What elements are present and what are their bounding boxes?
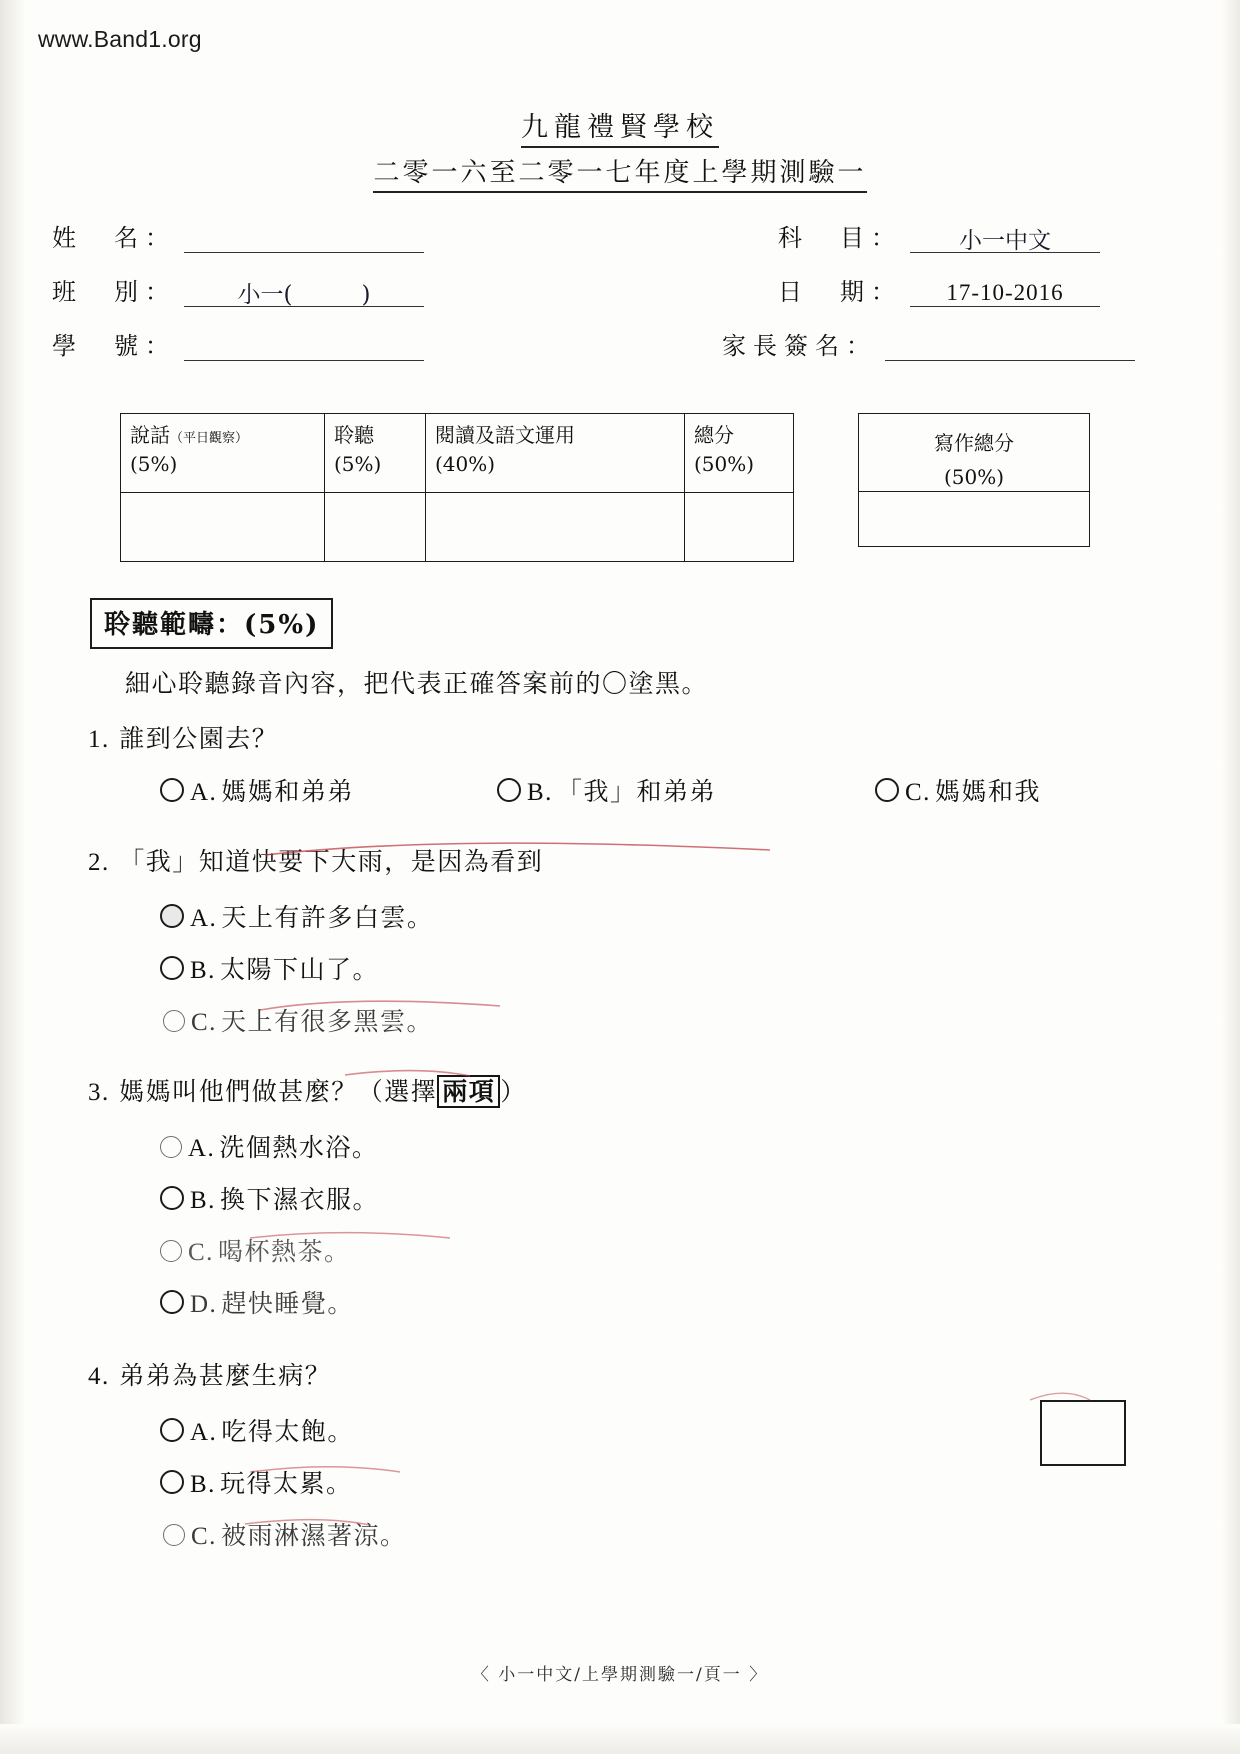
- question-2-option-c[interactable]: [163, 1002, 433, 1038]
- question-2-text: 「我」知道快要下大雨，是因為看到: [119, 847, 544, 876]
- score-table: [120, 413, 794, 562]
- subject-input[interactable]: 小一中文: [910, 225, 1100, 253]
- question-3-text-post: ）: [500, 1077, 527, 1106]
- question-1-option-a[interactable]: [160, 772, 354, 808]
- question-4-option-a-text: 吃得太飽。: [221, 1417, 354, 1446]
- date-input[interactable]: 17-10-2016: [910, 279, 1100, 307]
- scan-edge-right: [1222, 0, 1240, 1754]
- parent-signature-input[interactable]: [885, 333, 1135, 361]
- marker-score-box[interactable]: [1040, 1400, 1126, 1466]
- scan-edge-left: [0, 0, 26, 1754]
- question-4: [88, 1357, 331, 1396]
- radio-circle-icon[interactable]: [160, 1418, 184, 1442]
- question-4-option-a-letter: A.: [190, 1419, 218, 1446]
- student-no-input[interactable]: [184, 333, 424, 361]
- score-col-total: [685, 414, 794, 493]
- score-col-reading-title: 閱讀及語文運用: [435, 423, 575, 447]
- field-name: [52, 218, 424, 253]
- section-header-listening: 聆聽範疇：(5%): [90, 598, 333, 649]
- field-class: [52, 272, 424, 307]
- field-date: [778, 272, 1100, 307]
- question-1-option-a-text: 媽媽和弟弟: [221, 777, 354, 806]
- score-col-listening: [325, 414, 426, 493]
- question-4-option-c-letter: C.: [191, 1523, 217, 1550]
- radio-circle-icon[interactable]: [160, 904, 184, 928]
- radio-circle-icon[interactable]: [163, 1010, 185, 1032]
- question-4-text: 弟弟為甚麼生病？: [119, 1361, 332, 1390]
- subject-label: 科 目：: [778, 224, 902, 252]
- school-name: [0, 105, 1240, 144]
- question-2-option-b-letter: B.: [190, 957, 216, 984]
- question-4-option-b[interactable]: [160, 1464, 352, 1500]
- question-1-number: 1.: [88, 726, 110, 753]
- radio-circle-icon[interactable]: [163, 1524, 185, 1546]
- question-4-option-b-letter: B.: [190, 1471, 216, 1498]
- question-3-option-a-letter: A.: [188, 1135, 216, 1162]
- score-value-total[interactable]: [685, 493, 794, 562]
- class-input[interactable]: 小一( ): [184, 279, 424, 307]
- question-4-option-a[interactable]: [160, 1412, 354, 1448]
- radio-circle-icon[interactable]: [160, 1186, 184, 1210]
- question-3-text-pre: 媽媽叫他們做甚麼？（選擇: [119, 1077, 438, 1106]
- question-3-number: 3.: [88, 1079, 110, 1106]
- question-2-option-a-text: 天上有許多白雲。: [221, 903, 434, 932]
- exam-title: [0, 152, 1240, 189]
- question-1: [88, 720, 278, 759]
- question-2-option-b[interactable]: [160, 950, 379, 986]
- score-col-listening-weight: (5%): [334, 452, 382, 476]
- name-input[interactable]: [184, 225, 424, 253]
- radio-circle-icon[interactable]: [160, 1240, 182, 1262]
- question-3-option-c-letter: C.: [188, 1239, 214, 1266]
- radio-circle-icon[interactable]: [875, 778, 899, 802]
- parent-signature-label: 家長簽名：: [722, 332, 877, 360]
- question-2-option-c-text: 天上有很多黑雲。: [220, 1007, 433, 1036]
- question-3-option-d[interactable]: [160, 1284, 354, 1320]
- date-label: 日 期：: [778, 278, 902, 306]
- radio-circle-icon[interactable]: [160, 1470, 184, 1494]
- radio-circle-icon[interactable]: [160, 778, 184, 802]
- question-3-option-c-text: 喝杯熱茶。: [217, 1237, 351, 1266]
- score-col-total-title: 總分: [694, 423, 734, 447]
- question-4-option-c-text: 被雨淋濕著涼。: [220, 1521, 407, 1550]
- score-col-speaking: [121, 414, 325, 493]
- question-4-number: 4.: [88, 1363, 110, 1390]
- score-col-total-weight: (50%): [694, 452, 755, 476]
- radio-circle-icon[interactable]: [160, 1290, 184, 1314]
- question-2-option-c-letter: C.: [191, 1009, 217, 1036]
- field-subject: [778, 218, 1100, 253]
- question-2-option-b-text: 太陽下山了。: [219, 955, 379, 984]
- section-instruction: 細心聆聽錄音內容，把代表正確答案前的〇塗黑。: [125, 669, 709, 698]
- question-1-option-b[interactable]: [497, 772, 716, 808]
- question-2-option-a[interactable]: [160, 898, 433, 934]
- writing-score-title: 寫作總分: [934, 431, 1014, 455]
- radio-circle-icon[interactable]: [160, 956, 184, 980]
- question-3-option-b-text: 換下濕衣服。: [219, 1185, 379, 1214]
- score-col-speaking-title: 說話: [130, 423, 170, 447]
- question-4-option-c[interactable]: [163, 1516, 406, 1552]
- question-3-option-d-text: 趕快睡覺。: [221, 1289, 354, 1318]
- question-3-text-boxed: 兩項: [437, 1075, 500, 1108]
- question-2-option-a-letter: A.: [190, 905, 218, 932]
- radio-circle-icon[interactable]: [160, 1136, 182, 1158]
- question-2: [88, 843, 543, 882]
- radio-circle-icon[interactable]: [497, 778, 521, 802]
- question-3-option-b[interactable]: [160, 1180, 379, 1216]
- score-col-reading-weight: (40%): [435, 452, 496, 476]
- score-col-listening-title: 聆聽: [334, 423, 374, 447]
- score-value-speaking[interactable]: [121, 493, 325, 562]
- question-1-option-b-letter: B.: [527, 779, 553, 806]
- writing-score-value[interactable]: [859, 492, 1089, 546]
- question-3-option-b-letter: B.: [190, 1187, 216, 1214]
- question-1-option-c[interactable]: [875, 772, 1041, 808]
- question-3-option-a[interactable]: [160, 1128, 378, 1164]
- score-table-header-row: [121, 414, 794, 493]
- score-value-listening[interactable]: [325, 493, 426, 562]
- question-1-option-b-text: 「我」和弟弟: [556, 777, 716, 806]
- score-value-reading[interactable]: [426, 493, 685, 562]
- question-1-option-c-text: 媽媽和我: [934, 777, 1041, 806]
- score-col-speaking-weight: (5%): [130, 452, 178, 476]
- question-3: [88, 1073, 527, 1112]
- question-1-text: 誰到公園去？: [119, 724, 279, 753]
- watermark-url: www.Band1.org: [38, 26, 202, 52]
- writing-score-box: [858, 413, 1090, 547]
- field-parent-signature: [722, 326, 1135, 361]
- scan-edge-bottom: [0, 1724, 1240, 1754]
- question-3-option-d-letter: D.: [190, 1291, 218, 1318]
- student-no-label: 學 號：: [52, 332, 176, 360]
- writing-score-header: [859, 414, 1089, 492]
- score-col-speaking-note: （平日觀察）: [170, 431, 249, 446]
- page-footer: 〈 小一中文/上學期測驗一/頁一 〉: [471, 1665, 769, 1685]
- exam-title-text: 二零一六至二零一七年度上學期測驗一: [373, 158, 866, 193]
- question-4-option-b-text: 玩得太累。: [219, 1469, 353, 1498]
- question-3-option-c[interactable]: [160, 1232, 350, 1268]
- question-1-option-a-letter: A.: [190, 779, 218, 806]
- question-1-option-c-letter: C.: [905, 779, 931, 806]
- name-label: 姓 名：: [52, 224, 176, 252]
- score-col-reading: [426, 414, 685, 493]
- field-student-no: [52, 326, 424, 361]
- school-name-text: 九龍禮賢學校: [521, 112, 719, 148]
- class-label: 班 別：: [52, 278, 176, 306]
- score-table-value-row: [121, 493, 794, 562]
- question-3-option-a-text: 洗個熱水浴。: [219, 1133, 379, 1162]
- question-2-number: 2.: [88, 849, 110, 876]
- writing-score-weight: (50%): [943, 465, 1005, 489]
